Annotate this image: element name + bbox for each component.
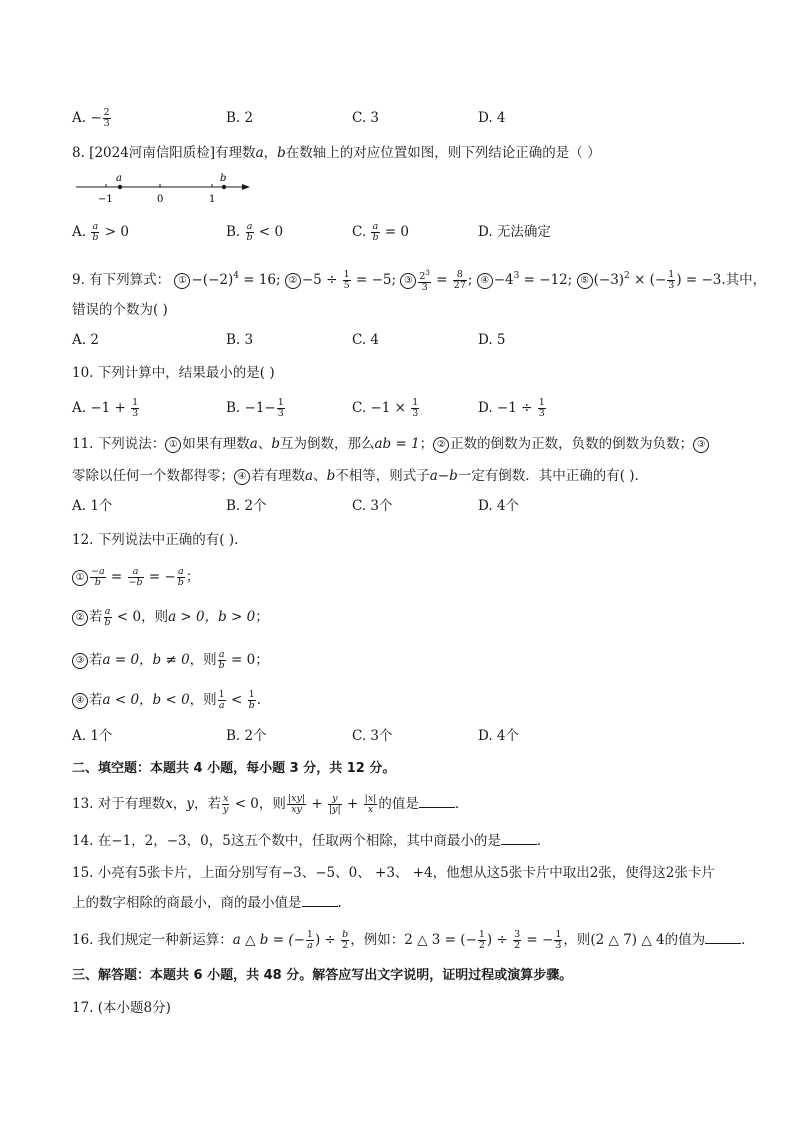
q15-answer-blank[interactable] (302, 894, 338, 907)
q12-option-c[interactable]: C. 3个 (352, 728, 393, 744)
tick-label-one: 1 (209, 194, 216, 205)
point-a-dot (118, 185, 122, 189)
q14-stem: 14. 在−1，2，−3，0，5这五个数中，任取两个相除，其中商最小的是 ． (72, 833, 551, 849)
q7-option-d[interactable]: D. 4 (478, 110, 506, 126)
q11-option-d[interactable]: D. 4个 (478, 498, 520, 514)
q8-option-a[interactable]: A. $\frac{a}{b}$ > 0 (72, 221, 129, 243)
q10-stem: 10. 下列计算中，结果最小的是( ) (72, 365, 275, 381)
q13-stem: 13. 对于有理数x，y，若 $\frac{x}{y}$ < 0，则 $\frac{|xy|}{xy}$ + $\frac{y}{|y|}$ + $\frac{|x|}{x}$ 的值是 ． (72, 793, 469, 815)
q10-option-b[interactable]: B. −1− $\frac{1}{3}$ (226, 397, 284, 419)
q13-answer-blank[interactable] (419, 795, 455, 808)
q7-option-c[interactable]: C. 3 (352, 110, 380, 126)
q14-answer-blank[interactable] (501, 832, 537, 845)
point-b-label: b (220, 173, 227, 184)
q9-option-b[interactable]: B. 3 (226, 332, 254, 348)
q11-stem-line1: 11. 下列说法： ① 如果有理数a、b互为倒数，那么ab = 1； ② 正数的倒数为正数，负数的倒数为负数； ③ (72, 434, 710, 454)
q8-stem: 8. [2024河南信阳质检]有理数a，b在数轴上的对应位置如图，则下列结论正确的是（ ） (72, 145, 601, 161)
q11-options (72, 495, 732, 517)
q12-option-d[interactable]: D. 4个 (478, 728, 520, 744)
q16-answer-blank[interactable] (705, 931, 741, 944)
q9-option-c[interactable]: C. 4 (352, 332, 380, 348)
q10-option-c[interactable]: C. −1 × $\frac{1}{3}$ (352, 397, 419, 419)
q12-option-b[interactable]: B. 2个 (226, 728, 267, 744)
q7-options (72, 107, 732, 129)
section-3-heading: 三、解答题：本题共 6 小题，共 48 分。解答应写出文字说明，证明过程或演算步骤。 (72, 968, 573, 983)
q11-stem-line2: 零除以任何一个数都得零； ④ 若有理数a、b不相等，则式子a−b一定有倒数．其中正确的有( ). (72, 468, 639, 484)
q12-statement-3: ③ 若a = 0，b ≠ 0，则 $\frac{a}{b}$ = 0； (72, 650, 269, 671)
q12-statement-1: ① $\frac{-a}{b}$ = $\frac{a}{-b}$ = − $\frac{a}{b}$ ； (72, 567, 199, 588)
q16-stem: 16. 我们规定一种新运算：a △ b = (− $\frac{1}{a}$ ) ÷ $\frac{b}{2}$ ，例如：2 △ 3 = (− $\frac{1}{2}$ ) ÷ $\frac{3}{2}$ = − $\frac{1}{3}$ ，则(2 △ 7) △ 4的值为 ． (72, 929, 755, 951)
q10-option-d[interactable]: D. −1 ÷ $\frac{1}{3}$ (478, 397, 545, 419)
tick-label-zero: 0 (157, 194, 164, 205)
q7-option-b[interactable]: B. 2 (226, 110, 254, 126)
q15-stem-line1: 15. 小亮有5张卡片，上面分别写有−3、−5、0、 +3、 +4，他想从这5张卡片中取出2张，使得这2张卡片 (72, 865, 715, 881)
q10-option-a[interactable]: A. −1 + $\frac{1}{3}$ (72, 397, 139, 419)
q9-options (72, 329, 732, 351)
q9-stem-line2: 错误的个数为( ) (72, 302, 168, 318)
q7-option-a[interactable]: A. − $\frac{2}{3}$ (72, 107, 110, 129)
q11-option-c[interactable]: C. 3个 (352, 498, 393, 514)
q9-option-d[interactable]: D. 5 (478, 332, 506, 348)
q12-statement-4: ④ 若a < 0，b < 0，则 $\frac{1}{a}$ < $\frac{1}{b}$ . (72, 690, 261, 711)
q8-option-c[interactable]: C. $\frac{a}{b}$ = 0 (352, 221, 410, 243)
q8-option-b[interactable]: B. $\frac{a}{b}$ < 0 (226, 221, 284, 243)
q12-stem: 12. 下列说法中正确的有( ). (72, 532, 239, 548)
point-b-dot (222, 185, 226, 189)
q12-statement-2: ② 若 $\frac{a}{b}$ < 0，则a > 0，b > 0； (72, 607, 269, 628)
q17-heading: 17. (本小题8分) (72, 1000, 171, 1016)
q10-options (72, 397, 732, 419)
q15-stem-line2: 上的数字相除的商最小，商的最小值是 . (72, 895, 342, 911)
number-line-diagram (72, 172, 262, 206)
q12-options (72, 725, 732, 747)
section-2-heading: 二、填空题：本题共 4 小题，每小题 3 分，共 12 分。 (72, 761, 396, 776)
tick-label-minus-one: −1 (98, 194, 113, 205)
q11-option-a[interactable]: A. 1个 (72, 498, 113, 514)
q9-option-a[interactable]: A. 2 (72, 332, 99, 348)
q8-options (72, 221, 732, 243)
point-a-label: a (116, 173, 122, 184)
q12-option-a[interactable]: A. 1个 (72, 728, 113, 744)
q11-option-b[interactable]: B. 2个 (226, 498, 267, 514)
q9-stem-line1: 9. 有下列算式： ① $-(-2)^4 = 16$; ② −5 ÷ $\frac{1}{5}$ = −5; ③ $\frac{2^3}{3}$ = $\frac{8}{27}$ ; ④ $-4^3 = -12$; ⑤ $(-3)^2$ × (− $\frac{1}{3}$ ) = −3.其中， (72, 269, 767, 293)
q8-option-d[interactable]: D. 无法确定 (478, 224, 551, 240)
